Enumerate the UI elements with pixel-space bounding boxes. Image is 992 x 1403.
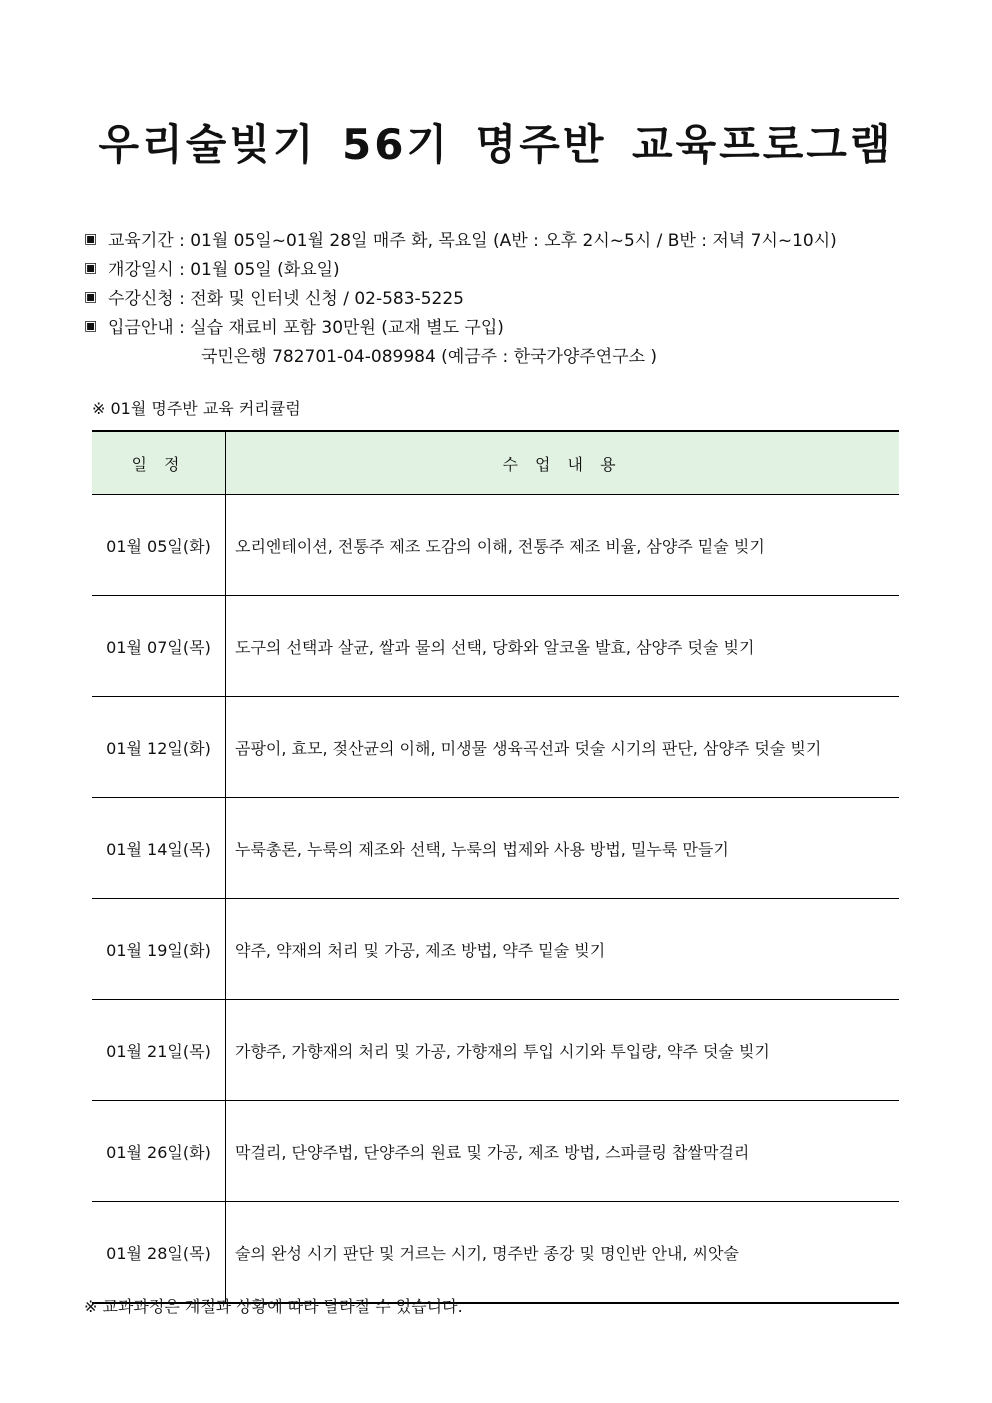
row-date: 01월 05일(화) xyxy=(92,495,226,596)
row-content: 누룩총론, 누룩의 제조와 선택, 누룩의 법제와 사용 방법, 밀누룩 만들기 xyxy=(226,798,900,899)
row-content: 곰팡이, 효모, 젖산균의 이해, 미생물 생육곡선과 덧술 시기의 판단, 삼양주 덧술 빚기 xyxy=(226,697,900,798)
square-bullet-icon: ▣ xyxy=(84,317,98,334)
footnote: ※ 교과과정은 계절과 상황에 따라 달라질 수 있습니다. xyxy=(84,1297,463,1316)
header-date: 일 정 xyxy=(92,431,226,495)
page-title: 우리술빚기 56기 명주반 교육프로그램 xyxy=(98,120,894,169)
row-content: 술의 완성 시기 판단 및 거르는 시기, 명주반 종강 및 명인반 안내, 씨앗술 xyxy=(226,1202,900,1304)
row-date: 01월 21일(목) xyxy=(92,1000,226,1101)
header-content: 수 업 내 용 xyxy=(226,431,900,495)
table-row xyxy=(92,697,899,798)
row-date: 01월 28일(목) xyxy=(92,1202,226,1304)
square-bullet-icon: ▣ xyxy=(84,288,98,305)
table-header-row xyxy=(92,431,899,495)
row-content: 막걸리, 단양주법, 단양주의 원료 및 가공, 제조 방법, 스파클링 찹쌀막걸리 xyxy=(226,1101,900,1202)
row-date: 01월 07일(목) xyxy=(92,596,226,697)
info-registration-text: 수강신청 : 전화 및 인터넷 신청 / 02-583-5225 xyxy=(108,289,464,309)
curriculum-heading: ※ 01월 명주반 교육 커리큘럼 xyxy=(92,399,301,418)
row-content: 도구의 선택과 살균, 쌀과 물의 선택, 당화와 알코올 발효, 삼양주 덧술 빚기 xyxy=(226,596,900,697)
info-start-date xyxy=(84,253,837,282)
info-period-text: 교육기간 : 01월 05일~01월 28일 매주 화, 목요일 (A반 : 오후 2시~5시 / B반 : 저녁 7시~10시) xyxy=(108,231,837,251)
table-row xyxy=(92,798,899,899)
row-content: 오리엔테이션, 전통주 제조 도감의 이해, 전통주 제조 비율, 삼양주 밑술 빚기 xyxy=(226,495,900,596)
row-content: 가향주, 가향재의 처리 및 가공, 가향재의 투입 시기와 투입량, 약주 덧술 빚기 xyxy=(226,1000,900,1101)
info-payment xyxy=(84,311,837,340)
course-info xyxy=(84,224,837,369)
row-date: 01월 12일(화) xyxy=(92,697,226,798)
table-row xyxy=(92,1000,899,1101)
info-start-date-text: 개강일시 : 01월 05일 (화요일) xyxy=(108,260,340,280)
row-date: 01월 14일(목) xyxy=(92,798,226,899)
table-row xyxy=(92,495,899,596)
table-row xyxy=(92,1101,899,1202)
square-bullet-icon: ▣ xyxy=(84,230,98,247)
row-date: 01월 26일(화) xyxy=(92,1101,226,1202)
row-date: 01월 19일(화) xyxy=(92,899,226,1000)
curriculum-table xyxy=(92,430,899,1304)
table-row xyxy=(92,1202,899,1304)
info-registration xyxy=(84,282,837,311)
row-content: 약주, 약재의 처리 및 가공, 제조 방법, 약주 밑술 빚기 xyxy=(226,899,900,1000)
table-row xyxy=(92,596,899,697)
info-period xyxy=(84,224,837,253)
square-bullet-icon: ▣ xyxy=(84,259,98,276)
table-row xyxy=(92,899,899,1000)
info-payment-text: 입금안내 : 실습 재료비 포함 30만원 (교재 별도 구입) xyxy=(108,318,504,338)
info-bank-account-text: 국민은행 782701-04-089984 (예금주 : 한국가양주연구소 ) xyxy=(201,347,658,367)
info-bank-account xyxy=(84,340,837,369)
